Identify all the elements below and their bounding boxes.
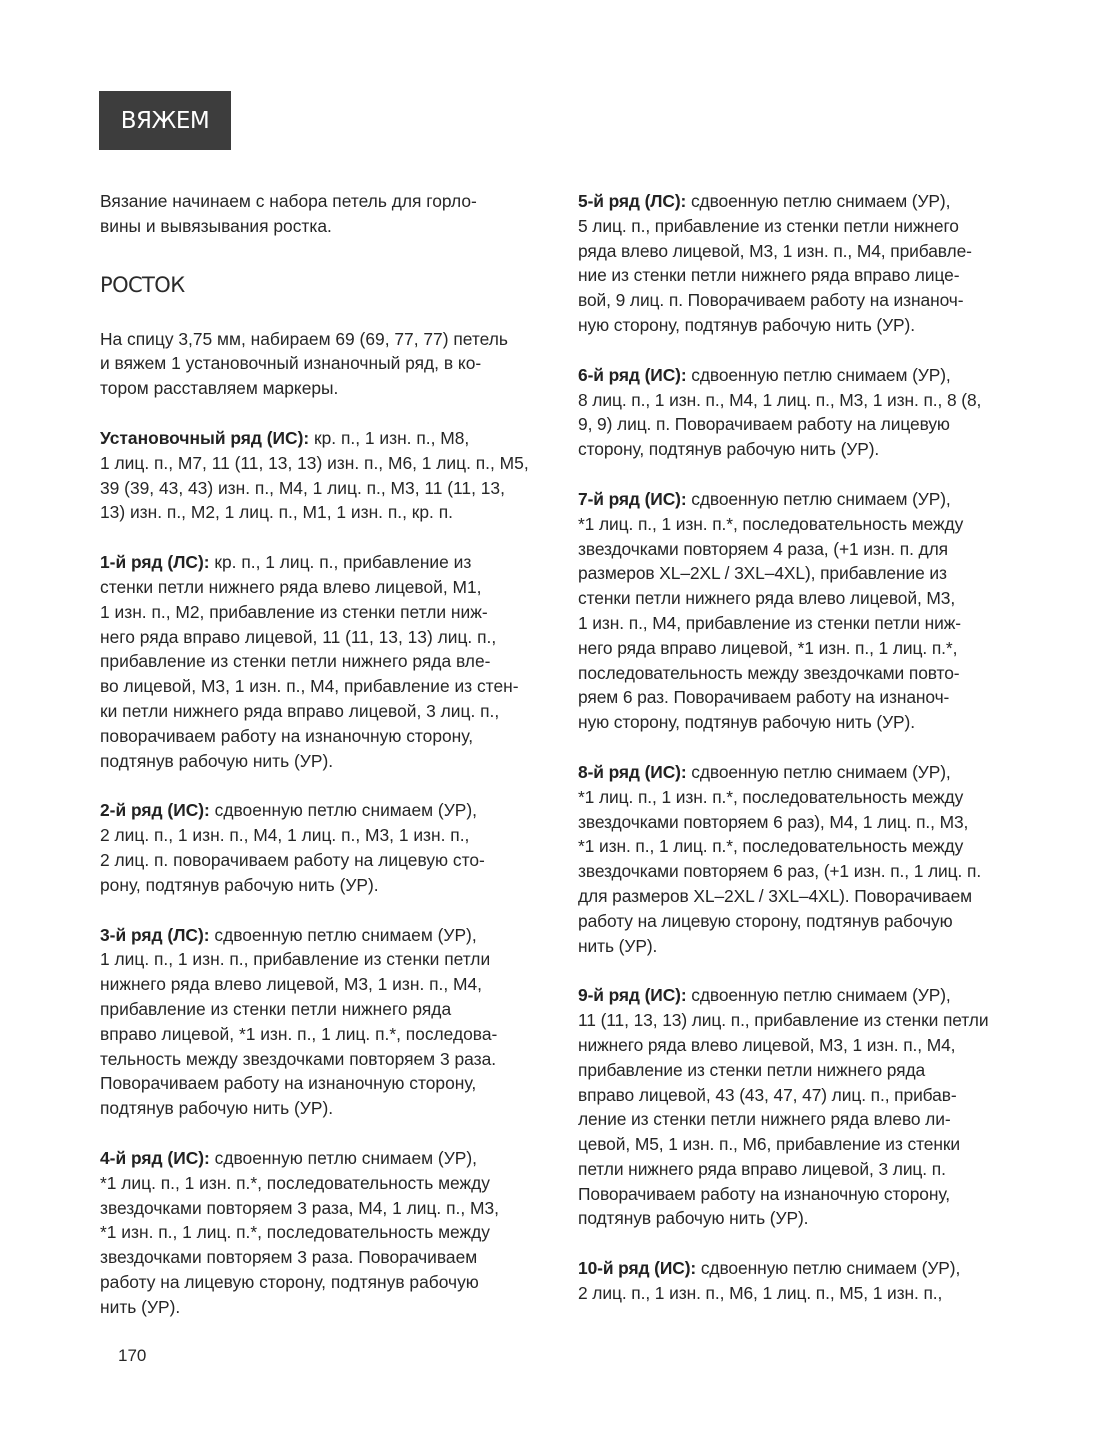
row-label: 5-й ряд (ЛС): bbox=[578, 191, 687, 211]
row-text: сдвоенную петлю снимаем (УР), *1 лиц. п., 1 изн. п.*, последовательность между звездочками повторяем 6 раз), М4, 1 лиц. п., М3, *1 изн. п., 1 лиц. п.*, последовательность между звездочками повторяем 6 раз, (+1 изн. п., 1 лиц. п. для размеров XL–2XL / 3XL–4XL). Поворачиваем работу на лицевую сторону, подтянув рабочую нить (УР). bbox=[578, 761, 982, 956]
row-7 bbox=[578, 487, 1028, 735]
row-text: сдвоенную петлю снимаем (УР), *1 лиц. п., 1 изн. п.*, последовательность между звездочками повторяем 3 раза, М4, 1 лиц. п., М3, *1 изн. п., 1 лиц. п.*, последовательность между звездочками повторяем 3 раза. Поворачиваем работу на лицевую сторону, подтянув рабочую нить (УР). bbox=[100, 1147, 499, 1317]
row-5 bbox=[578, 189, 1028, 338]
row-10 bbox=[578, 1256, 1028, 1306]
row-8 bbox=[578, 760, 1028, 958]
row-text: сдвоенную петлю снимаем (УР), *1 лиц. п., 1 изн. п.*, последовательность между звездочками повторяем 4 раза, (+1 изн. п. для размеров XL–2XL / 3XL–4XL), прибавление из стенки петли нижнего ряда влево лицевой, М3, 1 изн. п., М4, прибавление из стенки петли ниж- него ряда вправо лицевой, *1 изн. п., 1 лиц. п.*, последовательность между звездочками повто- ряем 6 раз. Поворачиваем работу на изнаноч- ную сторону, подтянув рабочую нить (УР). bbox=[578, 488, 964, 733]
row-text: сдвоенную петлю снимаем (УР), 1 лиц. п., 1 изн. п., прибавление из стенки петли нижнего ряда влево лицевой, М3, 1 изн. п., М4, прибавление из стенки петли нижнего ряда вправо лицевой, *1 изн. п., 1 лиц. п.*, последова- тельность между звездочками повторяем 3 раза. Поворачиваем работу на изнаночную сторону, подтянув рабочую нить (УР). bbox=[100, 924, 498, 1119]
row-label: 4-й ряд (ИС): bbox=[100, 1147, 210, 1168]
row-1 bbox=[100, 550, 546, 773]
row-setup bbox=[100, 426, 546, 525]
row-text: сдвоенную петлю снимаем (УР), 11 (11, 13, 13) лиц. п., прибавление из стенки петли нижнего ряда влево лицевой, М3, 1 изн. п., М4, прибавление из стенки петли нижнего ряда вправо лицевой, 43 (43, 47, 47) лиц. п., прибав- ление из стенки петли нижнего ряда влево ли- цевой, М5, 1 изн. п., М6, прибавление из стенки петли нижнего ряда вправо лицевой, 3 лиц. п. Поворачиваем работу на изнаночную сторону, подтянув рабочую нить (УР). bbox=[578, 985, 989, 1229]
row-text: сдвоенную петлю снимаем (УР), 2 лиц. п., 1 изн. п., М4, 1 лиц. п., М3, 1 изн. п., 2 лиц. п. поворачиваем работу на лицевую сто- рону, подтянув рабочую нить (УР). bbox=[100, 800, 485, 895]
row-label: 9-й ряд (ИС): bbox=[578, 985, 687, 1006]
row-label: 2-й ряд (ИС): bbox=[100, 800, 210, 821]
row-text: кр. п., 1 лиц. п., прибавление из стенки петли нижнего ряда влево лицевой, М1, 1 изн. п., М2, прибавление из стенки петли ниж- него ряда вправо лицевой, 11 (11, 13, 13) лиц. п., прибавление из стенки петли нижнего ряда вле- во лицевой, М3, 1 изн. п., М4, прибавление из стен- ки петли нижнего ряда вправо лицевой, 3 лиц. п., поворачиваем работу на изнаночную сторону, подтянув рабочую нить (УР). bbox=[100, 552, 519, 771]
intro-paragraph: Вязание начинаем с набора петель для горло- вины и вывязывания ростка. bbox=[100, 191, 477, 236]
row-label: Установочный ряд (ИС): bbox=[100, 427, 310, 448]
row-label: 10-й ряд (ИС): bbox=[578, 1258, 697, 1279]
row-4 bbox=[100, 1146, 546, 1320]
row-label: 1-й ряд (ЛС): bbox=[100, 552, 210, 573]
row-label: 3-й ряд (ЛС): bbox=[100, 924, 210, 945]
row-label: 6-й ряд (ИС): bbox=[578, 364, 687, 385]
row-label: 8-й ряд (ИС): bbox=[578, 761, 687, 782]
section-title: ВЯЖЕМ bbox=[99, 91, 231, 150]
right-column bbox=[578, 189, 1028, 1306]
row-2 bbox=[100, 798, 546, 897]
left-column bbox=[100, 189, 546, 1319]
row-text: сдвоенную петлю снимаем (УР), 5 лиц. п., прибавление из стенки петли нижнего ряда влево лицевой, М3, 1 изн. п., М4, прибавле- ние из стенки петли нижнего ряда вправо лице- вой, 9 лиц. п. Поворачиваем работу на изнаноч- ную сторону, подтянув рабочую нить (УР). bbox=[578, 191, 972, 335]
page-number: 170 bbox=[118, 1346, 147, 1365]
row-text: кр. п., 1 изн. п., М8, 1 лиц. п., М7, 11 (11, 13, 13) изн. п., М6, 1 лиц. п., М5, 39 (39, 43, 43) изн. п., М4, 1 лиц. п., М3, 11 (11, 13, 13) изн. п., М2, 1 лиц. п., М1, 1 изн. п., кр. п. bbox=[100, 427, 529, 523]
row-text: сдвоенную петлю снимаем (УР), 2 лиц. п., 1 изн. п., М6, 1 лиц. п., М5, 1 изн. п., bbox=[578, 1258, 961, 1304]
row-3 bbox=[100, 923, 546, 1121]
subheading-rostok: РОСТОК bbox=[100, 272, 185, 297]
row-label: 7-й ряд (ИС): bbox=[578, 488, 687, 509]
row-9 bbox=[578, 983, 1028, 1231]
row-6 bbox=[578, 363, 1028, 462]
cast-on-paragraph: На спицу 3,75 мм, набираем 69 (69, 77, 77) петель и вяжем 1 установочный изнаночный ряд, в ко- тором расставляем маркеры. bbox=[100, 328, 508, 399]
row-text: сдвоенную петлю снимаем (УР), 8 лиц. п., 1 изн. п., М4, 1 лиц. п., М3, 1 изн. п., 8 (8, 9, 9) лиц. п. Поворачиваем работу на лицевую сторону, подтянув рабочую нить (УР). bbox=[578, 364, 982, 460]
